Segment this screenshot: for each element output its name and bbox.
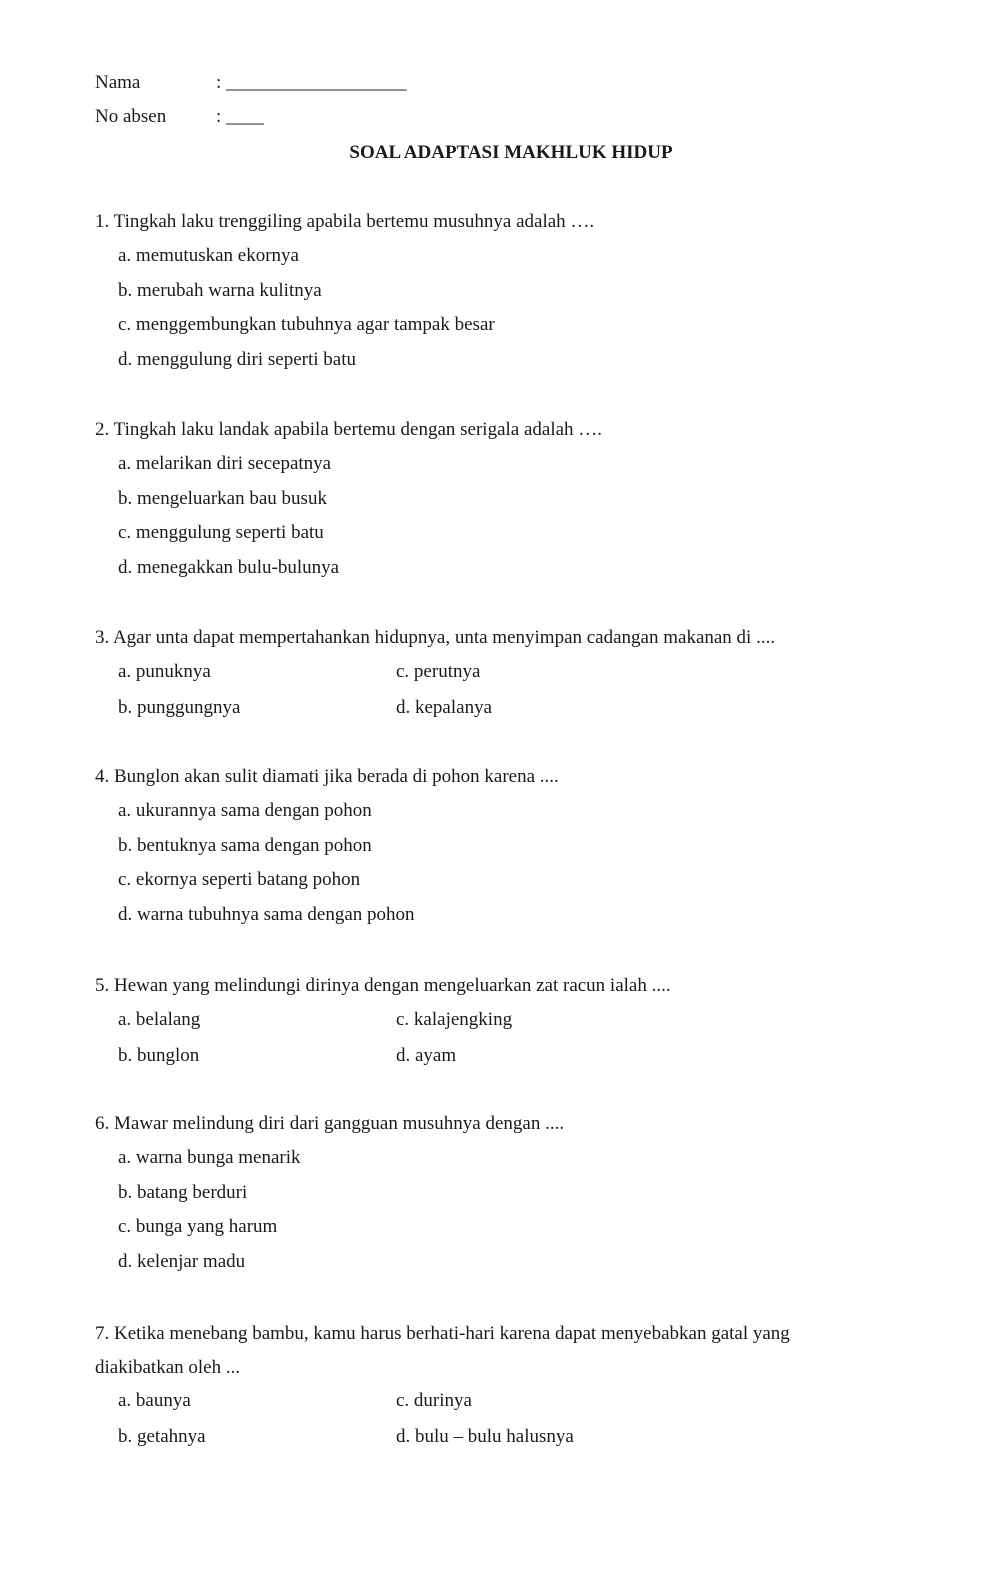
option-b: b. bunglon [118, 1044, 200, 1066]
option-a: a. warna bunga menarik [118, 1147, 301, 1168]
option-a: a. memutuskan ekornya [118, 245, 299, 266]
question-3 [95, 628, 895, 720]
option-d: d. kepalanya [396, 696, 493, 718]
option-b: b. merubah warna kulitnya [118, 279, 322, 301]
option-c: c. ekornya seperti batang pohon [118, 869, 361, 891]
option-c: c. bunga yang harum [118, 1216, 278, 1238]
question-1 [95, 212, 895, 384]
question-text: 3. Agar unta dapat mempertahankan hidupnya, unta menyimpan cadangan makanan di .... [95, 627, 776, 648]
option-b: b. getahnya [118, 1425, 206, 1447]
option-b: b. punggungnya [118, 696, 241, 718]
option-b: b. mengeluarkan bau busuk [118, 487, 327, 509]
name-blank: : ___________________ [216, 72, 407, 93]
question-text: 5. Hewan yang melindungi dirinya dengan mengeluarkan zat racun ialah .... [95, 975, 671, 996]
option-list [118, 1391, 895, 1449]
option-list [118, 246, 895, 372]
option-c: c. menggembungkan tubuhnya agar tampak besar [118, 314, 495, 336]
option-list [118, 801, 895, 927]
option-d: d. kelenjar madu [118, 1250, 246, 1272]
question-text: 1. Tingkah laku trenggiling apabila bertemu musuhnya adalah …. [95, 211, 595, 232]
page-title: SOAL ADAPTASI MAKHLUK HIDUP [349, 142, 673, 163]
option-b: b. bentuknya sama dengan pohon [118, 834, 372, 856]
question-7 [95, 1323, 895, 1449]
option-c: c. kalajengking [396, 1009, 513, 1030]
option-a: a. punuknya [118, 661, 211, 682]
option-a: a. baunya [118, 1390, 191, 1411]
option-c: c. durinya [396, 1390, 472, 1411]
option-d: d. menggulung diri seperti batu [118, 348, 356, 370]
question-text: 2. Tingkah laku landak apabila bertemu dengan serigala adalah …. [95, 419, 603, 440]
option-d: d. menegakkan bulu-bulunya [118, 556, 340, 578]
name-label: Nama [95, 72, 141, 93]
option-c: c. perutnya [396, 661, 481, 682]
option-list [118, 662, 895, 720]
option-list [118, 1010, 895, 1068]
option-d: d. warna tubuhnya sama dengan pohon [118, 903, 415, 925]
option-a: a. ukurannya sama dengan pohon [118, 800, 372, 821]
question-4 [95, 767, 895, 939]
option-b: b. batang berduri [118, 1181, 248, 1203]
question-text: 6. Mawar melindung diri dari gangguan musuhnya dengan .... [95, 1113, 565, 1134]
option-a: a. melarikan diri secepatnya [118, 453, 332, 474]
question-5 [95, 976, 895, 1068]
question-text: 4. Bunglon akan sulit diamati jika berada di pohon karena .... [95, 766, 559, 787]
question-6 [95, 1114, 895, 1286]
question-2 [95, 420, 895, 592]
option-a: a. belalang [118, 1009, 201, 1030]
question-text: 7. Ketika menebang bambu, kamu harus berhati-hari karena dapat menyebabkan gatal yang diakibatkan oleh ... [95, 1323, 790, 1378]
option-d: d. bulu – bulu halusnya [396, 1425, 574, 1447]
absen-blank: : ____ [216, 106, 265, 127]
absen-label: No absen [95, 106, 167, 127]
option-list [118, 454, 895, 580]
option-d: d. ayam [396, 1044, 457, 1066]
option-list [118, 1148, 895, 1274]
option-c: c. menggulung seperti batu [118, 522, 324, 544]
